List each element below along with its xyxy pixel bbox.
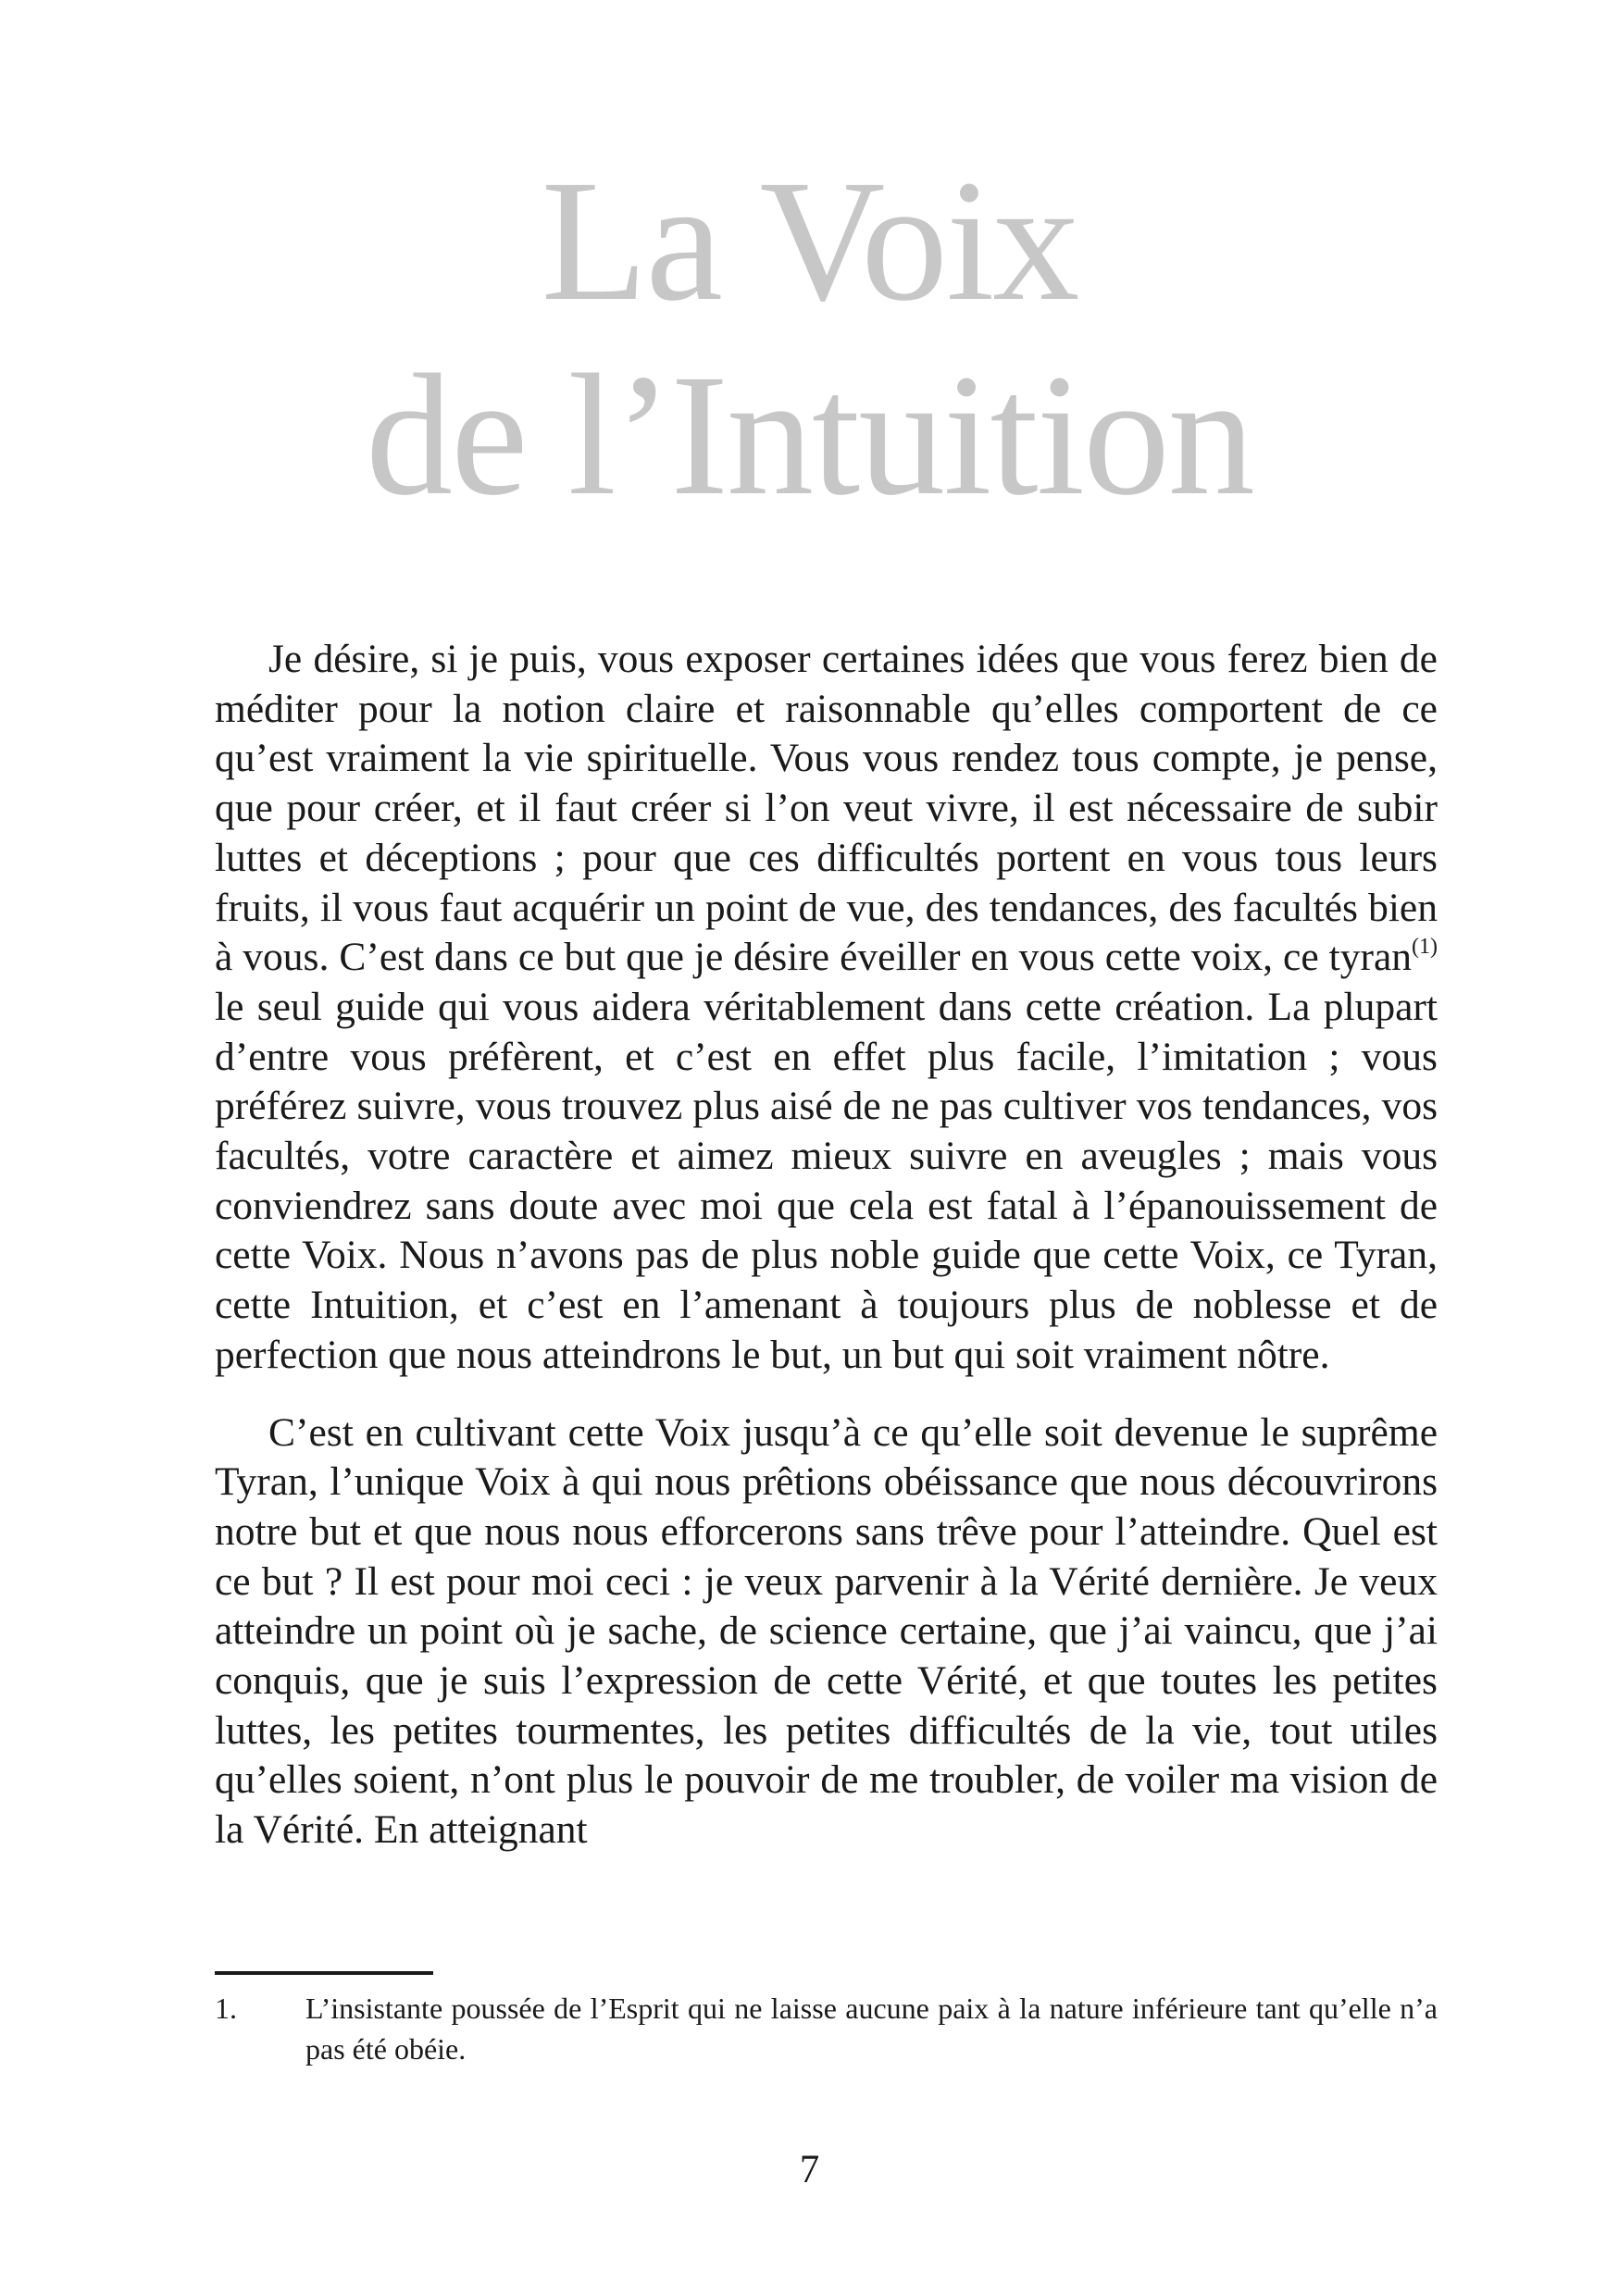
paragraph-1-text-before-ref: Je désire, si je puis, vous exposer certaines idées que vous ferez bien de méditer pour la notion claire et raisonnable qu’elles comportent de ce qu’est vraiment la vie spirituelle. Vous vous rendez tous compte, je pense, que pour créer, et il faut créer si l’on veut vivre, il est nécessaire de subir luttes et déceptions ; pour que ces difficultés portent en vous tous leurs fruits, il vous faut acquérir un point de vue, des tendances, des facultés bien à vous. C’est dans ce but que je désire éveiller en vous cette voix, ce tyran: [215, 637, 1438, 980]
paragraph-1: [215, 635, 1438, 1381]
chapter-title-line-1: La Voix: [541, 143, 1078, 337]
footnote-reference: (1): [1412, 935, 1438, 960]
page-number: 7: [799, 2148, 820, 2191]
footnote: [215, 1988, 1438, 2069]
chapter-title-line-2: de l’Intuition: [366, 338, 1253, 531]
paragraph-1-text-after-ref: le seul guide qui vous aidera véritablement dans cette création. La plupart d’entre vous préfèrent, et c’est en effet plus facile, l’imitation ; vous préférez suivre, vous trouvez plus aisé de ne pas cultiver vos tendances, vos facultés, votre caractère et aimez mieux suivre en aveugles ; mais vous conviendrez sans doute avec moi que cela est fatal à l’épanouissement de cette Voix. Nous n’avons pas de plus noble guide que cette Voix, ce Tyran, cette Intuition, et c’est en l’amenant à toujours plus de noblesse et de perfection que nous atteindrons le but, un but qui soit vraiment nôtre.: [215, 984, 1438, 1377]
footnote-text: L’insistante poussée de l’Esprit qui ne laisse aucune paix à la nature inférieure tant qu’elle n’a pas été obéie.: [305, 1992, 1438, 2066]
paragraph-2: C’est en cultivant cette Voix jusqu’à ce qu’elle soit devenue le suprême Tyran, l’unique Voix à qui nous prêtions obéissance que nous découvrirons notre but et que nous nous efforcerons sans trêve pour l’atteindre. Quel est ce but ? Il est pour moi ceci : je veux parvenir à la Vérité dernière. Je veux atteindre un point où je sache, de science certaine, que j’ai vaincu, que j’ai conquis, que je suis l’expression de cette Vérité, et que toutes les petites luttes, les petites tourmentes, les petites difficultés de la vie, tout utiles qu’elles soient, n’ont plus le pouvoir de me troubler, de voiler ma vision de la Vérité. En atteignant: [215, 1409, 1438, 1853]
footnote-separator: [215, 1971, 433, 1975]
footnote-number: 1.: [215, 1992, 237, 2025]
body-text: [215, 635, 1438, 1855]
